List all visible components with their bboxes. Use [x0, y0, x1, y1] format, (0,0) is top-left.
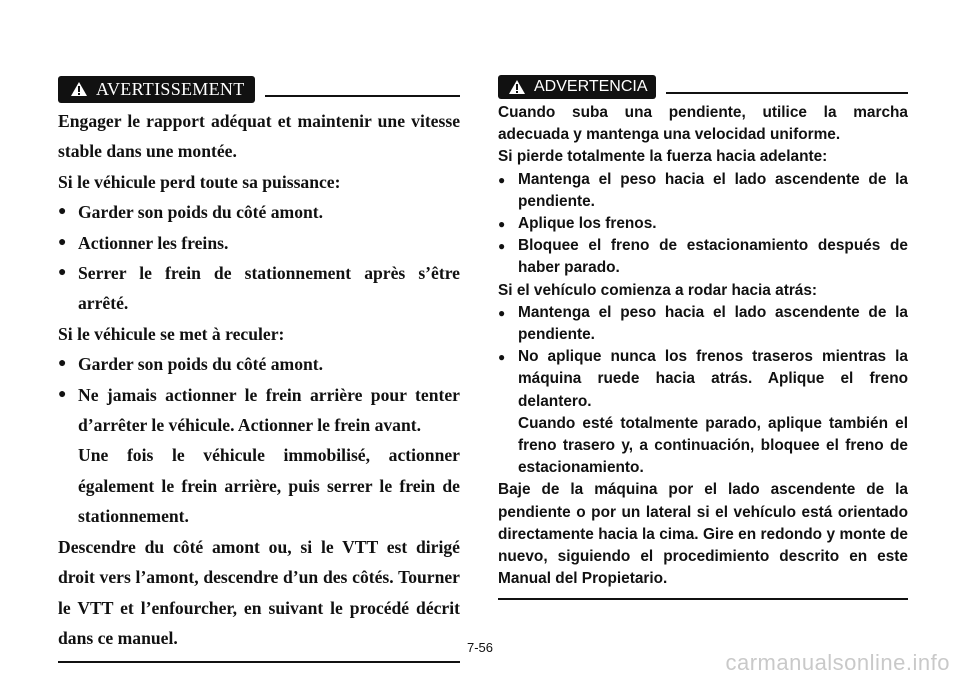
closing-paragraph: Descendre du côté amont ou, si le VTT est dirigé droit vers l’amont, descendre d’un des côtés. Tourner le VTT et l’enfourcher, en suivant le procédé décrit dans ce manuel.	[58, 536, 460, 648]
bullet-icon: ●	[498, 217, 506, 232]
list-item: ● Garder son poids du côté amont.	[58, 349, 460, 379]
warning-block-spanish	[498, 74, 908, 600]
watermark: carmanualsonline.info	[725, 650, 950, 675]
warning-block-french	[58, 74, 460, 663]
page-number: 7-56	[466, 640, 494, 655]
list-item: ● No aplique nunca los frenos traseros mientras la máquina ruede hacia atrás. Aplique el freno delantero.	[498, 346, 908, 413]
closing-paragraph: Baje de la máquina por el lado ascendente de la pendiente o por un lateral si el vehículo está orientado directamente hacia la cima. Gire en redondo y monte de nuevo, siguiendo el procedimiento descrito en este Manual del Propietario.	[498, 481, 908, 588]
bullet-icon: ●	[58, 386, 67, 402]
warning-badge	[498, 75, 656, 99]
header-rule	[666, 92, 908, 94]
bullet-icon: ●	[498, 350, 506, 365]
list-item: ● Serrer le frein de stationnement après s’être arrêté.	[58, 258, 460, 319]
list-item-continuation: Cuando esté totalmente parado, aplique también el freno trasero y, a continuación, bloquee el freno de estacionamiento.	[518, 414, 908, 477]
bullet-icon: ●	[58, 265, 67, 281]
warning-badge-label: AVERTISSEMENT	[96, 78, 245, 99]
list-item: ● Bloquee el freno de estacionamiento después de haber parado.	[498, 235, 908, 279]
end-rule	[498, 598, 908, 600]
bullet-icon: ●	[58, 234, 67, 250]
bullet-icon: ●	[498, 172, 506, 187]
list-item: ● Actionner les freins.	[58, 228, 460, 258]
paragraph: Si le véhicule se met à reculer:	[58, 323, 285, 344]
warning-badge	[58, 76, 255, 103]
warning-badge-label: ADVERTENCIA	[534, 77, 648, 95]
list-item: ● Mantenga el peso hacia el lado ascendente de la pendiente.	[498, 169, 908, 213]
bullet-icon: ●	[58, 356, 67, 372]
paragraph: Si el vehículo comienza a rodar hacia atrás:	[498, 281, 818, 299]
bullet-icon: ●	[498, 305, 506, 320]
warning-triangle-icon	[70, 81, 88, 97]
bullet-icon: ●	[498, 239, 506, 254]
paragraph: Si pierde totalmente la fuerza hacia adelante:	[498, 148, 828, 166]
bullet-icon: ●	[58, 204, 67, 220]
list-item: ● Garder son poids du côté amont.	[58, 197, 460, 227]
warning-header	[498, 74, 908, 100]
list-item: ● Ne jamais actionner le frein arrière pour tenter d’arrêter le véhicule. Actionner le frein avant.	[58, 380, 460, 441]
warning-header	[58, 74, 460, 104]
list-item: ● Mantenga el peso hacia el lado ascendente de la pendiente.	[498, 302, 908, 346]
list-item: ● Aplique los frenos.	[498, 213, 908, 235]
paragraph: Cuando suba una pendiente, utilice la marcha adecuada y mantenga una velocidad uniforme.	[498, 104, 908, 144]
end-rule	[58, 661, 460, 663]
list-item-continuation: Une fois le véhicule immobilisé, actionner également le frein arrière, puis serrer le frein de stationnement.	[78, 445, 460, 527]
paragraph: Si le véhicule perd toute sa puissance:	[58, 171, 341, 192]
warning-triangle-icon	[508, 79, 526, 95]
header-rule	[265, 95, 461, 97]
paragraph: Engager le rapport adéquat et maintenir une vitesse stable dans une montée.	[58, 111, 460, 162]
